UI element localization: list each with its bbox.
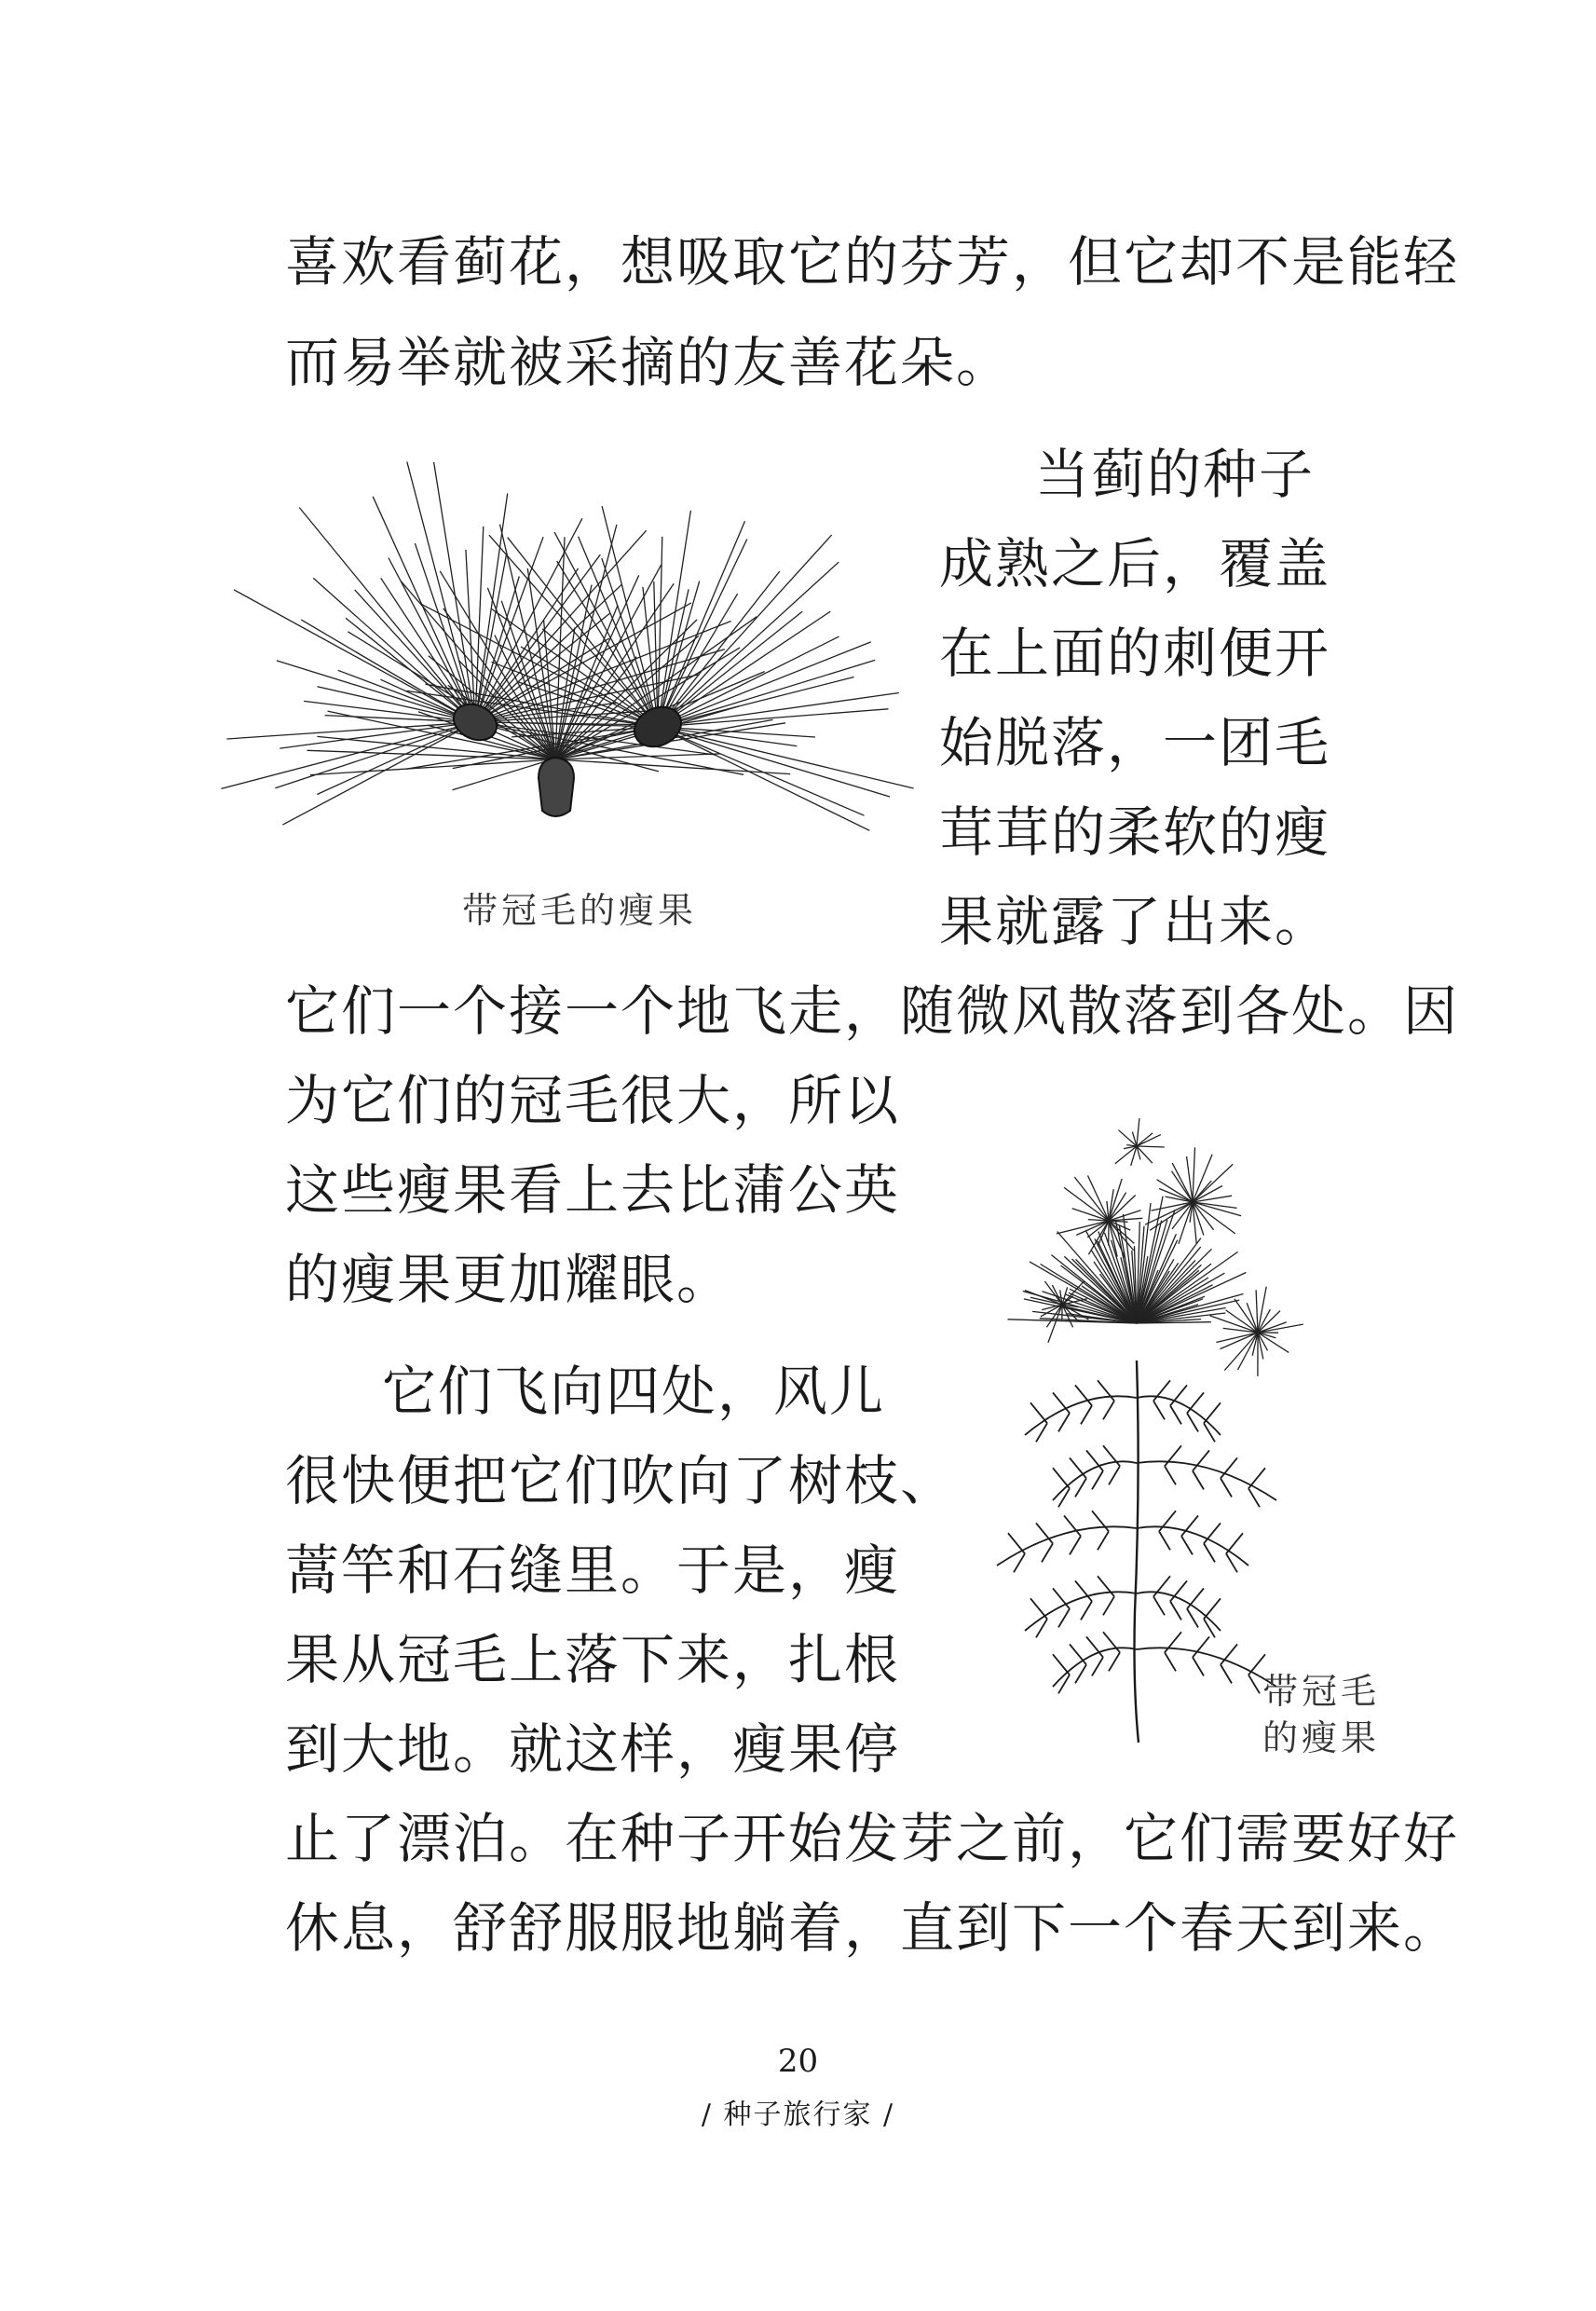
text-line: 很快便把它们吹向了树枝、 — [285, 1449, 957, 1512]
text-line: 果从冠毛上落下来，扎根 — [285, 1628, 901, 1691]
text-line: 蒿竿和石缝里。于是，瘦 — [285, 1538, 901, 1602]
text-line: 这些瘦果看上去比蒲公英 — [285, 1158, 901, 1222]
text-line: 止了漂泊。在种子开始发芽之前，它们需要好好 — [285, 1807, 1460, 1870]
thistle-illustration — [922, 1090, 1351, 1761]
achene-seed — [539, 758, 574, 816]
thistle-stem — [1135, 1361, 1139, 1743]
figure-caption-line: 带冠毛 — [1262, 1671, 1381, 1712]
text-line: 当蓟的种子 — [1035, 443, 1316, 506]
text-line: 始脱落，一团毛 — [939, 711, 1331, 774]
achenes-illustration — [224, 457, 913, 885]
text-line: 喜欢看蓟花，想吸取它的芬芳，但它却不是能轻 — [285, 230, 1460, 294]
text-line: 休息，舒舒服服地躺着，直到下一个春天到来。 — [285, 1896, 1460, 1960]
text-line: 而易举就被采摘的友善花朵。 — [285, 331, 1013, 394]
text-line: 茸茸的柔软的瘦 — [939, 800, 1331, 864]
text-line: 它们飞向四处，风儿 — [382, 1360, 886, 1423]
text-line: 果就露了出来。 — [939, 890, 1331, 953]
text-line: 的瘦果更加耀眼。 — [285, 1248, 733, 1311]
text-line: 成熟之后，覆盖 — [939, 532, 1331, 595]
book-title: / 种子旅行家 / — [701, 2099, 895, 2131]
page-number: 20 — [777, 2043, 819, 2080]
text-line: 它们一个接一个地飞走，随微风散落到各处。因 — [285, 979, 1460, 1043]
text-line: 为它们的冠毛很大，所以 — [285, 1069, 901, 1132]
text-line: 在上面的刺便开 — [939, 622, 1331, 685]
text-line: 到大地。就这样，瘦果停 — [285, 1717, 901, 1781]
figure-caption: 带冠毛的瘦果 — [462, 890, 698, 931]
figure-caption-line: 的瘦果 — [1262, 1717, 1381, 1758]
